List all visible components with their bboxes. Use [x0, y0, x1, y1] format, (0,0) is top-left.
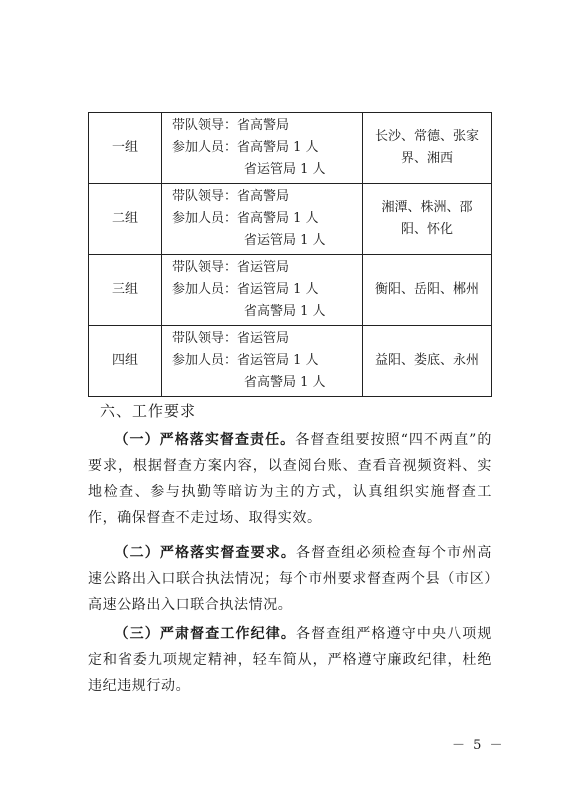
leader-value: 省运管局: [237, 331, 290, 346]
group-name: 二组: [89, 184, 162, 255]
page-number: － 5 －: [452, 738, 505, 753]
table-row: [89, 326, 492, 397]
leader-value: 省运管局: [237, 260, 290, 275]
group-members: [162, 184, 363, 255]
member-value: 省高警局 1 人: [237, 140, 319, 155]
leader-value: 省高警局: [237, 189, 290, 204]
group-members: [162, 113, 363, 184]
group-members: [162, 255, 363, 326]
member-label: 参加人员：: [172, 353, 238, 368]
member-label: 参加人员：: [172, 211, 238, 226]
paragraph-lead: （二）严格落实督查要求。: [114, 545, 296, 561]
leader-label: 带队领导：: [172, 118, 238, 133]
member-value: 省运管局 1 人: [244, 162, 326, 177]
member-label: 参加人员：: [172, 282, 238, 297]
paragraph-text: 各督查组严格遵守中央八项规定和省委九项规定精神，轻车简从，严格遵守廉政纪律，杜绝违纪违规行动。: [88, 626, 492, 694]
group-areas: 衡阳、岳阳、郴州: [363, 255, 492, 326]
group-name: 四组: [89, 326, 162, 397]
member-value: 省高警局 1 人: [244, 304, 326, 319]
requirement-paragraph-3: [88, 621, 492, 699]
section-heading: 六、工作要求: [100, 402, 197, 420]
leader-value: 省高警局: [237, 118, 290, 133]
group-name: 三组: [89, 255, 162, 326]
leader-label: 带队领导：: [172, 260, 238, 275]
paragraph-text: 各督查组要按照“四不两直”的要求，根据督查方案内容，以查阅台账、查看音视频资料、实地检查、参与执勤等暗访为主的方式，认真组织实施督查工作，确保督查不走过场、取得实效。: [88, 432, 493, 526]
requirement-paragraph-2: [88, 540, 492, 618]
member-value: 省运管局 1 人: [244, 233, 326, 248]
group-name: 一组: [89, 113, 162, 184]
paragraph-lead: （三）严肃督查工作纪律。: [114, 626, 296, 642]
leader-label: 带队领导：: [172, 189, 238, 204]
member-value: 省高警局 1 人: [237, 211, 319, 226]
table-row: [89, 255, 492, 326]
group-areas: 湘潭、株洲、邵阳、怀化: [363, 184, 492, 255]
leader-label: 带队领导：: [172, 331, 238, 346]
member-label: 参加人员：: [172, 140, 238, 155]
member-value: 省运管局 1 人: [237, 353, 319, 368]
member-value: 省高警局 1 人: [244, 375, 326, 390]
inspection-groups-table: [88, 112, 492, 397]
group-members: [162, 326, 363, 397]
table-row: [89, 113, 492, 184]
paragraph-text: 各督查组必须检查每个市州高速公路出入口联合执法情况；每个市州要求督查两个县（市区）高速公路出入口联合执法情况。: [88, 545, 492, 613]
group-areas: 长沙、常德、张家界、湘西: [363, 113, 492, 184]
requirement-paragraph-1: [88, 427, 492, 531]
group-areas: 益阳、娄底、永州: [363, 326, 492, 397]
paragraph-lead: （一）严格落实督查责任。: [114, 432, 296, 448]
member-value: 省运管局 1 人: [237, 282, 319, 297]
table-row: [89, 184, 492, 255]
